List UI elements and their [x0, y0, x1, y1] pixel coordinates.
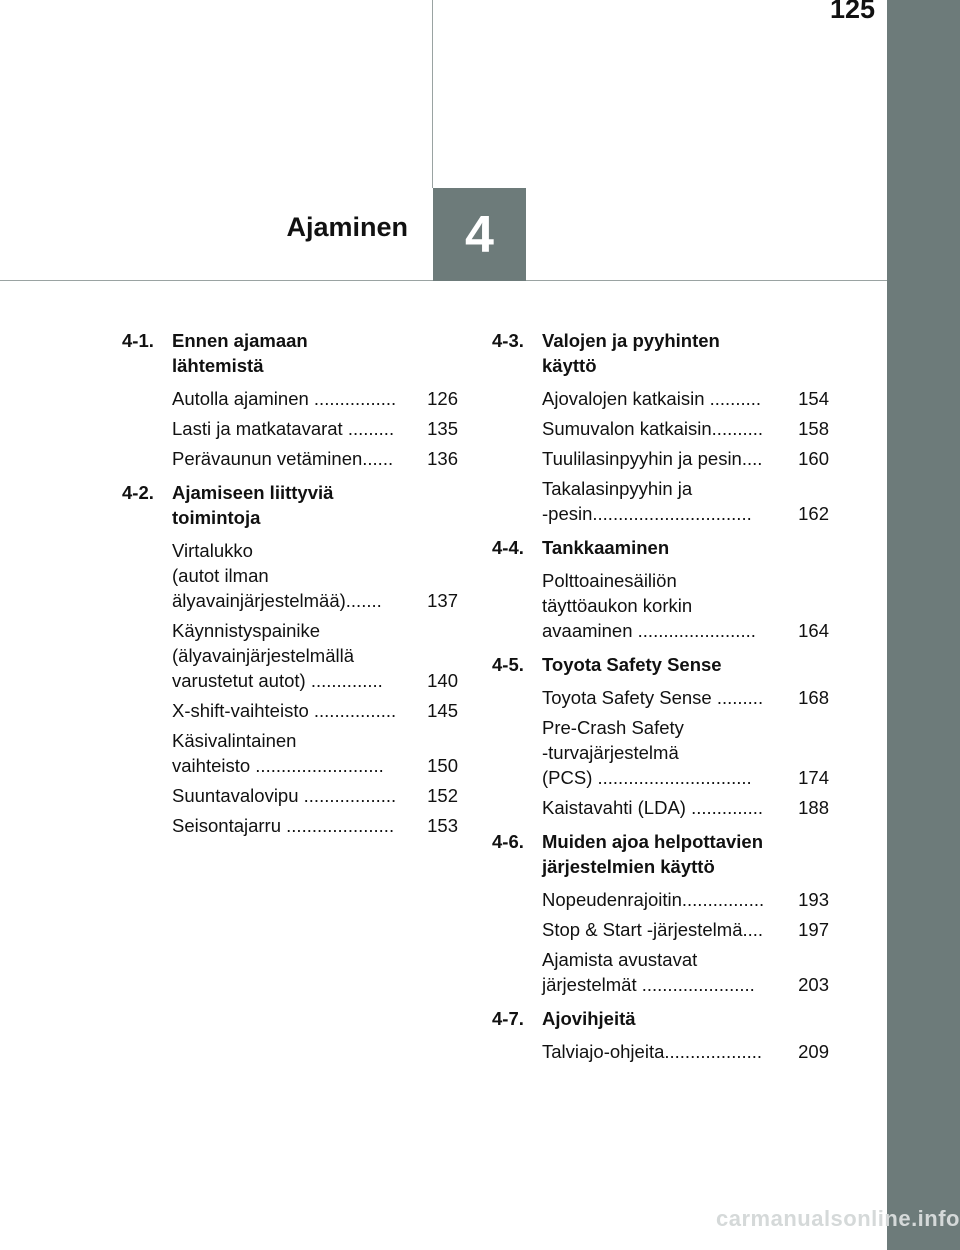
toc-section-title-line: järjestelmien käyttö [542, 856, 715, 877]
toc-entry-line: Käsivalintainen [172, 730, 297, 751]
toc-entry-line: (PCS) .............................. [542, 767, 752, 788]
toc-section-title-line: Toyota Safety Sense [542, 654, 722, 675]
toc-section-title-line: Valojen ja pyyhinten [542, 330, 720, 351]
toc-entry-page: 197 [798, 919, 829, 940]
toc-entry-line: Sumuvalon katkaisin.......... [542, 418, 764, 439]
toc-entry-page: 203 [798, 974, 829, 995]
toc-section-heading [492, 328, 829, 378]
toc-entry-page: 136 [427, 448, 458, 469]
toc-section-number: 4-1. [122, 330, 154, 351]
toc-entry-page: 209 [798, 1041, 829, 1062]
toc-entry[interactable] [542, 947, 829, 997]
toc-entry-page: 152 [427, 785, 458, 806]
toc-section-title-line: toimintoja [172, 507, 261, 528]
toc-entry-page: 126 [427, 388, 458, 409]
toc-entry-line: (autot ilman [172, 565, 269, 586]
toc-section-title-line: Ajovihjeitä [542, 1008, 636, 1029]
toc-section-number: 4-5. [492, 654, 524, 675]
toc-section [122, 480, 458, 838]
toc-section [492, 1006, 829, 1064]
toc-entry[interactable] [542, 416, 829, 441]
toc-section-number: 4-7. [492, 1008, 524, 1029]
watermark-text: carmanualsonline.info [716, 1206, 960, 1231]
toc-entry-page: 162 [798, 503, 829, 524]
toc-entry-page: 164 [798, 620, 829, 641]
toc-entry[interactable] [172, 618, 458, 693]
toc-entry[interactable] [172, 813, 458, 838]
toc-section-title [172, 328, 458, 378]
toc-entry-line: Käynnistyspainike [172, 620, 321, 641]
toc-section [492, 652, 829, 820]
toc-section-title [542, 328, 829, 378]
toc-entry-page: 188 [798, 797, 829, 818]
toc-section-number: 4-2. [122, 482, 154, 503]
toc-entry-page: 150 [427, 755, 458, 776]
toc-entry-line: Kaistavahti (LDA) .............. [542, 797, 764, 818]
toc-section-heading [492, 1006, 829, 1031]
toc-entry-line: Stop & Start -järjestelmä.... [542, 919, 764, 940]
toc-section-title [542, 652, 829, 677]
toc-entry[interactable] [542, 568, 829, 643]
toc-entry-line: Takalasinpyyhin ja [542, 478, 693, 499]
toc-entry-page: 193 [798, 889, 829, 910]
chapter-title: Ajaminen [286, 212, 408, 242]
toc-entry-line: järjestelmät ...................... [542, 974, 755, 995]
toc-section-title-line: Ennen ajamaan [172, 330, 308, 351]
toc-entry-line: varustetut autot) .............. [172, 670, 383, 691]
toc-entry-page: 145 [427, 700, 458, 721]
toc-entry-line: Lasti ja matkatavarat ......... [172, 418, 395, 439]
toc-entry-page: 153 [427, 815, 458, 836]
toc-entry-line: älyavainjärjestelmää)....... [172, 590, 382, 611]
side-tab-bar [887, 0, 960, 1250]
toc-entry[interactable] [542, 446, 829, 471]
toc-entry[interactable] [542, 795, 829, 820]
toc-section-number: 4-6. [492, 831, 524, 852]
toc-entry-line: Perävaunun vetäminen...... [172, 448, 394, 469]
toc-entry-line: Ajamista avustavat [542, 949, 698, 970]
toc-entry-line: (älyavainjärjestelmällä [172, 645, 354, 666]
toc-section-number: 4-4. [492, 537, 524, 558]
toc-section-title-line: käyttö [542, 355, 597, 376]
toc-section [122, 328, 458, 471]
toc-section-title [542, 535, 829, 560]
toc-section-title-line: Muiden ajoa helpottavien [542, 831, 763, 852]
toc-entry[interactable] [172, 446, 458, 471]
toc-entry-line: Virtalukko [172, 540, 253, 561]
toc-entry[interactable] [172, 386, 458, 411]
toc-section-number: 4-3. [492, 330, 524, 351]
toc-section-title-line: Ajamiseen liittyviä [172, 482, 334, 503]
toc-entry-page: 135 [427, 418, 458, 439]
toc-entry-line: Pre-Crash Safety [542, 717, 684, 738]
chapter-number: 4 [465, 205, 494, 264]
toc-entry[interactable] [172, 783, 458, 808]
toc-entry[interactable] [542, 917, 829, 942]
toc-entry-line: avaaminen ....................... [542, 620, 756, 641]
toc-section-heading [492, 535, 829, 560]
toc-entry-line: Ajovalojen katkaisin .......... [542, 388, 762, 409]
toc-entry-page: 158 [798, 418, 829, 439]
toc-left-column [122, 328, 458, 847]
toc-entry-line: Seisontajarru ..................... [172, 815, 395, 836]
toc-section-heading [122, 480, 458, 530]
toc-entry-line: Suuntavalovipu .................. [172, 785, 397, 806]
toc-section-title-line: lähtemistä [172, 355, 264, 376]
toc-entry-page: 160 [798, 448, 829, 469]
toc-entry-line: Autolla ajaminen ................ [172, 388, 397, 409]
toc-entry-line: Tuulilasinpyyhin ja pesin.... [542, 448, 763, 469]
toc-section-title [542, 829, 829, 879]
toc-entry-line: Nopeudenrajoitin................ [542, 889, 765, 910]
toc-entry[interactable] [542, 386, 829, 411]
vertical-divider [432, 0, 433, 188]
toc-entry-line: -pesin............................... [542, 503, 752, 524]
toc-entry[interactable] [172, 538, 458, 613]
page-number: 125 [829, 0, 875, 24]
toc-entry-line: Toyota Safety Sense ......... [542, 687, 764, 708]
toc-section-heading [492, 652, 829, 677]
chapter-number-box [433, 188, 526, 281]
toc-entry[interactable] [542, 1039, 829, 1064]
toc-entry-line: täyttöaukon korkin [542, 595, 693, 616]
toc-entry-page: 154 [798, 388, 829, 409]
toc-entry-line: Polttoainesäiliön [542, 570, 677, 591]
toc-section-title [542, 1006, 829, 1031]
toc-entry[interactable] [172, 416, 458, 441]
toc-right-column [492, 328, 829, 1073]
toc-entry-line: Talviajo-ohjeita................... [542, 1041, 763, 1062]
toc-entry[interactable] [542, 476, 829, 526]
toc-entry[interactable] [542, 715, 829, 790]
toc-entry-line: X-shift-vaihteisto ................ [172, 700, 397, 721]
toc-entry-line: -turvajärjestelmä [542, 742, 679, 763]
toc-entry[interactable] [172, 728, 458, 778]
toc-entry-page: 140 [427, 670, 458, 691]
toc-entry[interactable] [542, 887, 829, 912]
toc-section-heading [122, 328, 458, 378]
toc-section [492, 535, 829, 643]
toc-section [492, 829, 829, 997]
toc-section [492, 328, 829, 526]
toc-entry[interactable] [542, 685, 829, 710]
toc-section-title [172, 480, 458, 530]
toc-entry[interactable] [172, 698, 458, 723]
toc-section-title-line: Tankkaaminen [542, 537, 670, 558]
toc-section-heading [492, 829, 829, 879]
toc-entry-line: vaihteisto ......................... [172, 755, 384, 776]
toc-entry-page: 174 [798, 767, 829, 788]
toc-entry-page: 137 [427, 590, 458, 611]
toc-entry-page: 168 [798, 687, 829, 708]
